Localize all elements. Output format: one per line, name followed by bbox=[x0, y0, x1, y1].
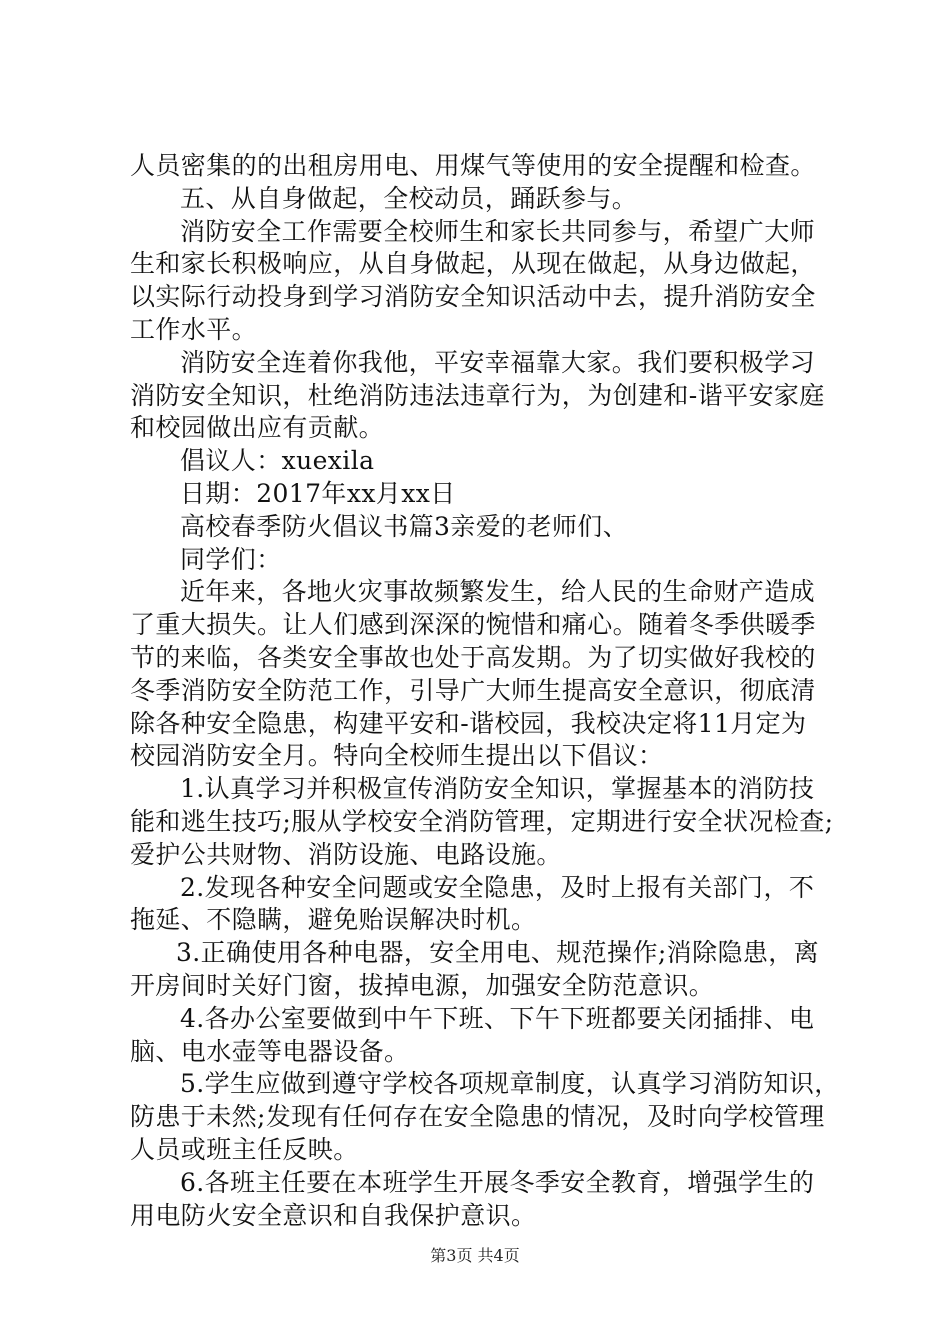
text-line: 能和逃生技巧;服从学校安全消防管理，定期进行安全状况检查; bbox=[130, 806, 834, 836]
text-line: 防患于未然;发现有任何存在安全隐患的情况，及时向学校管理 bbox=[130, 1102, 825, 1132]
text-line: 以实际行动投身到学习消防安全知识活动中去，提升消防安全 bbox=[130, 282, 816, 312]
text-line: 5.学生应做到遵守学校各项规章制度，认真学习消防知识， bbox=[180, 1069, 840, 1099]
text-line: 了重大损失。让人们感到深深的惋惜和痛心。随着冬季供暖季 bbox=[130, 610, 816, 640]
text-line: 除各种安全隐患，构建平安和-谐校园，我校决定将11月定为 bbox=[130, 708, 807, 738]
text-line: 和校园做出应有贡献。 bbox=[130, 413, 385, 443]
text-line: 2.发现各种安全问题或安全隐患，及时上报有关部门，不 bbox=[180, 872, 815, 902]
text-line: 倡议人：xuexila bbox=[180, 446, 375, 476]
page-footer: 第3页 共4页 bbox=[430, 1246, 520, 1265]
text-line: 消防安全工作需要全校师生和家长共同参与，希望广大师 bbox=[180, 216, 816, 246]
text-line: 消防安全知识，杜绝消防违法违章行为，为创建和-谐平安家庭 bbox=[130, 380, 825, 410]
text-line: 工作水平。 bbox=[130, 314, 258, 344]
text-line: 同学们： bbox=[180, 544, 282, 574]
text-line: 校园消防安全月。特向全校师生提出以下倡议： bbox=[130, 741, 664, 771]
text-line: 开房间时关好门窗，拔掉电源，加强安全防范意识。 bbox=[130, 970, 715, 1000]
text-line: 4.各办公室要做到中午下班、下午下班都要关闭插排、电 bbox=[180, 1003, 815, 1033]
text-line: 人员或班主任反映。 bbox=[130, 1134, 359, 1164]
text-line: 五、从自身做起，全校动员，踊跃参与。 bbox=[180, 183, 638, 213]
text-line: 1.认真学习并积极宣传消防安全知识，掌握基本的消防技 bbox=[180, 774, 815, 804]
text-line: 近年来，各地火灾事故频繁发生，给人民的生命财产造成 bbox=[180, 577, 816, 607]
text-line: 冬季消防安全防范工作，引导广大师生提高安全意识，彻底清 bbox=[130, 675, 816, 705]
text-line: 日期：2017年xx月xx日 bbox=[180, 478, 456, 508]
text-line: 用电防火安全意识和自我保护意识。 bbox=[130, 1200, 537, 1230]
text-line: 高校春季防火倡议书篇3亲爱的老师们、 bbox=[180, 511, 629, 541]
text-line: 消防安全连着你我他，平安幸福靠大家。我们要积极学习 bbox=[180, 347, 816, 377]
document-body bbox=[130, 150, 840, 1232]
text-line: 节的来临，各类安全事故也处于高发期。为了切实做好我校的 bbox=[130, 642, 816, 672]
text-line: 3.正确使用各种电器，安全用电、规范操作;消除隐患，离 bbox=[176, 938, 820, 968]
text-line: 6.各班主任要在本班学生开展冬季安全教育，增强学生的 bbox=[180, 1167, 815, 1197]
text-line: 拖延、不隐瞒，避免贻误解决时机。 bbox=[130, 905, 537, 935]
text-line: 爱护公共财物、消防设施、电路设施。 bbox=[130, 839, 562, 869]
text-line: 人员密集的的出租房用电、用煤气等使用的安全提醒和检查。 bbox=[130, 151, 816, 180]
text-line: 脑、电水壶等电器设备。 bbox=[130, 1036, 410, 1066]
text-line: 生和家长积极响应，从自身做起，从现在做起，从身边做起， bbox=[130, 249, 816, 279]
